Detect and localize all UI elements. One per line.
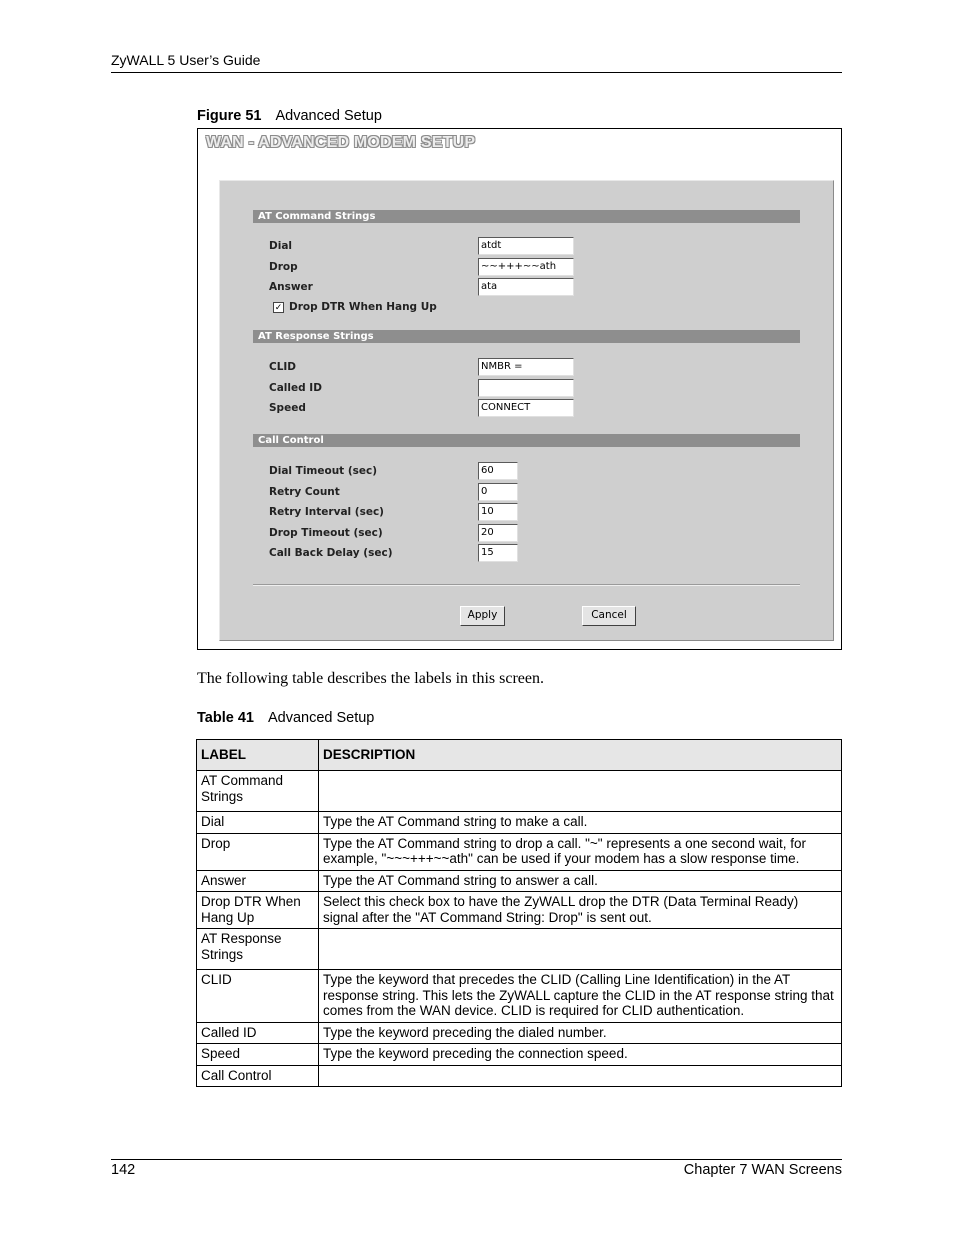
row-label: Called ID [197, 1022, 319, 1044]
section-call-control: Call Control [253, 434, 800, 447]
answer-input[interactable]: ata [478, 278, 574, 296]
row-description: Type the AT Command string to drop a call. "~" represents a one second wait, for example, "~~~+++~~ath" can be used if your modem has a slow response time. [319, 833, 842, 870]
table-header-row [197, 740, 842, 771]
table-title: Advanced Setup [267, 710, 375, 726]
row-description [319, 771, 842, 812]
drop-timeout-input[interactable]: 20 [478, 524, 518, 542]
dial-label: Dial [269, 240, 292, 252]
dial-timeout-label: Dial Timeout (sec) [269, 465, 378, 477]
callback-delay-label: Call Back Delay (sec) [269, 547, 393, 559]
drop-label: Drop [269, 261, 298, 273]
table-row [197, 833, 842, 870]
screenshot-frame [197, 128, 842, 650]
callback-delay-input[interactable]: 15 [478, 544, 518, 562]
speed-input[interactable]: CONNECT [478, 399, 574, 417]
table-row [197, 929, 842, 970]
row-label: CLID [197, 970, 319, 1023]
running-header: ZyWALL 5 User’s Guide [111, 52, 261, 68]
panel-divider [253, 584, 800, 586]
figure-label: Figure 51 [197, 108, 262, 124]
row-description: Type the keyword preceding the dialed number. [319, 1022, 842, 1044]
header-rule [111, 72, 842, 73]
dial-input[interactable]: atdt [478, 237, 574, 255]
row-description [319, 929, 842, 970]
retry-interval-label: Retry Interval (sec) [269, 506, 384, 518]
retry-interval-input[interactable]: 10 [478, 503, 518, 521]
table-caption [197, 710, 374, 726]
row-description: Type the keyword that precedes the CLID (Calling Line Identification) in the AT response string. This lets the ZyWALL capture the CLID in the AT response string that comes from the WAN device. CLID is required for CLID authentication. [319, 970, 842, 1023]
section-at-command-strings: AT Command Strings [253, 210, 800, 223]
table-row [197, 870, 842, 892]
footer-rule [111, 1159, 842, 1160]
row-label: AT Command Strings [197, 771, 319, 812]
figure-title: Advanced Setup [275, 108, 382, 124]
table-row [197, 970, 842, 1023]
drop-timeout-label: Drop Timeout (sec) [269, 527, 383, 539]
figure-caption [197, 108, 382, 124]
apply-button[interactable]: Apply [460, 606, 505, 626]
drop-dtr-checkbox[interactable]: ✓ [274, 302, 283, 312]
row-label: Call Control [197, 1065, 319, 1087]
clid-label: CLID [269, 361, 297, 373]
dial-timeout-input[interactable]: 60 [478, 462, 518, 480]
chapter-title: Chapter 7 WAN Screens [683, 1162, 842, 1178]
screen-title: WAN - ADVANCED MODEM SETUP [206, 134, 476, 151]
row-label: Dial [197, 812, 319, 834]
row-label: AT Response Strings [197, 929, 319, 970]
row-label: Drop DTR When Hang Up [197, 892, 319, 929]
row-label: Answer [197, 870, 319, 892]
row-label: Drop [197, 833, 319, 870]
header-description: DESCRIPTION [319, 740, 842, 771]
header-label: LABEL [197, 740, 319, 771]
section-at-response-strings: AT Response Strings [253, 330, 800, 343]
drop-input[interactable]: ~~+++~~ath [478, 258, 574, 276]
table-row [197, 892, 842, 929]
answer-label: Answer [269, 281, 313, 293]
table-row [197, 771, 842, 812]
cancel-button[interactable]: Cancel [582, 606, 636, 626]
label-description-table [196, 739, 842, 1087]
table-row [197, 1065, 842, 1087]
table-row [197, 812, 842, 834]
speed-label: Speed [269, 402, 306, 414]
settings-panel [219, 180, 834, 641]
drop-dtr-label: Drop DTR When Hang Up [289, 301, 437, 313]
retry-count-input[interactable]: 0 [478, 483, 518, 501]
row-description: Select this check box to have the ZyWALL drop the DTR (Data Terminal Ready) signal after the "AT Command String: Drop" is sent out. [319, 892, 842, 929]
table-label: Table 41 [197, 710, 254, 726]
table-row [197, 1022, 842, 1044]
clid-input[interactable]: NMBR = [478, 358, 574, 376]
called-id-label: Called ID [269, 382, 322, 394]
row-description: Type the AT Command string to make a call. [319, 812, 842, 834]
intro-paragraph: The following table describes the labels in this screen. [197, 670, 545, 687]
row-description: Type the keyword preceding the connection speed. [319, 1044, 842, 1066]
page-number: 142 [111, 1162, 136, 1178]
row-description [319, 1065, 842, 1087]
row-description: Type the AT Command string to answer a call. [319, 870, 842, 892]
table-row [197, 1044, 842, 1066]
called-id-input[interactable] [478, 379, 574, 397]
row-label: Speed [197, 1044, 319, 1066]
retry-count-label: Retry Count [269, 486, 340, 498]
